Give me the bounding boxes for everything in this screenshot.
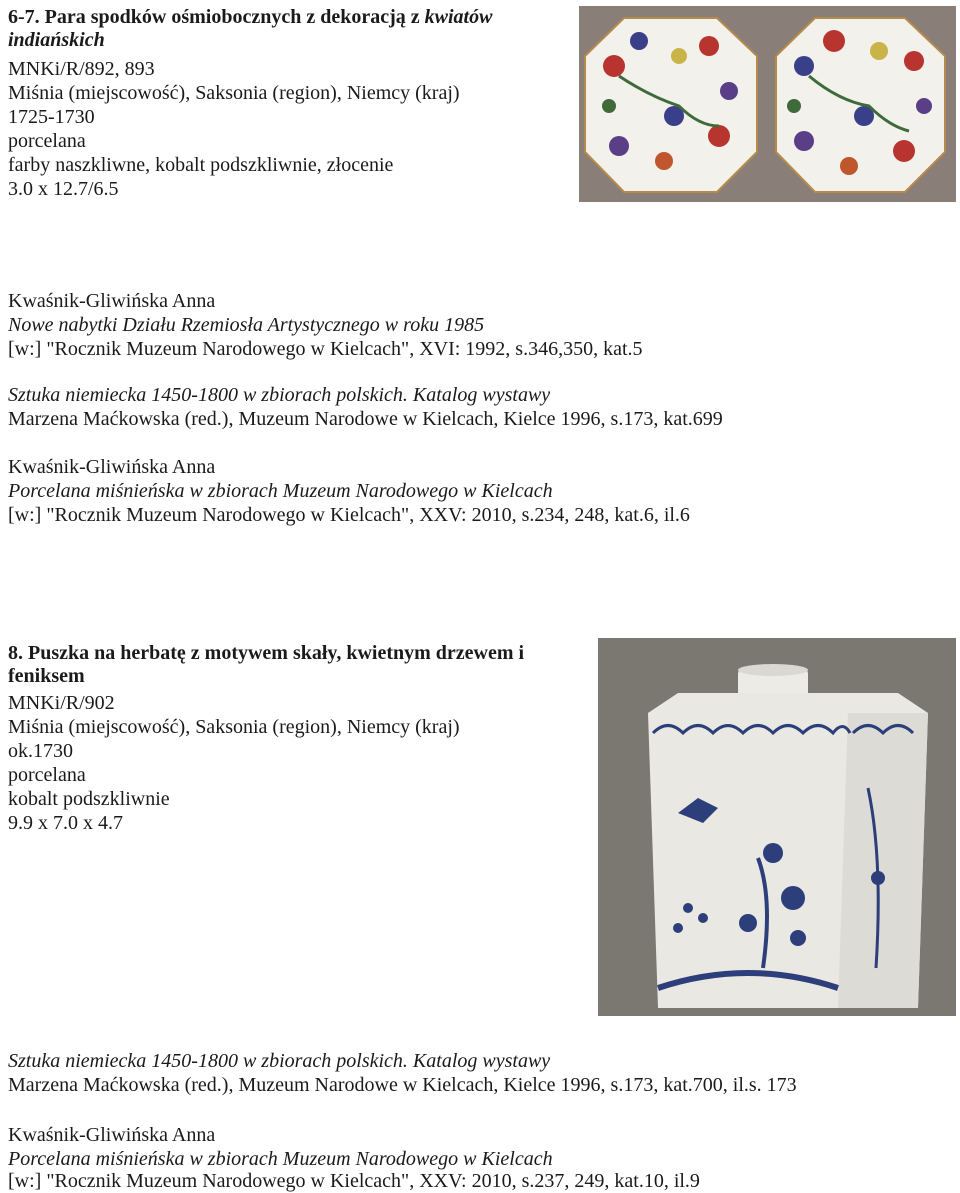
- entry-1-inventory: MNKi/R/892, 893: [8, 58, 155, 80]
- entry-1-material: porcelana: [8, 130, 86, 152]
- entry-1-heading-italic-2: indiańskich: [8, 29, 105, 51]
- biblio-1-3-source: [w:] "Rocznik Muzeum Narodowego w Kielcach", XXV: 2010, s.234, 248, kat.6, il.6: [8, 504, 690, 526]
- entry-2-heading: [8, 642, 593, 688]
- entry-1-date: 1725-1730: [8, 106, 95, 128]
- entry-2-dimensions: 9.9 x 7.0 x 4.7: [8, 812, 123, 834]
- entry-2-origin: Miśnia (miejscowość), Saksonia (region), Niemcy (kraj): [8, 716, 460, 738]
- entry-1-dimensions: 3.0 x 12.7/6.5: [8, 178, 119, 200]
- entry-2-date: ok.1730: [8, 740, 73, 762]
- entry-2-heading-line-1: 8. Puszka na herbatę z motywem skały, kwietnym drzewem i: [8, 642, 525, 664]
- entry-2-heading-line-2: feniksem: [8, 665, 85, 687]
- entry-2-inventory: MNKi/R/902: [8, 692, 115, 714]
- biblio-1-2-source: Marzena Maćkowska (red.), Muzeum Narodowe w Kielcach, Kielce 1996, s.173, kat.699: [8, 408, 723, 430]
- entry-1-origin: Miśnia (miejscowość), Saksonia (region), Niemcy (kraj): [8, 82, 460, 104]
- biblio-1-3-title: Porcelana miśnieńska w zbiorach Muzeum Narodowego w Kielcach: [8, 480, 553, 502]
- biblio-1-2-title: Sztuka niemiecka 1450-1800 w zbiorach polskich. Katalog wystawy: [8, 384, 551, 406]
- biblio-2-2-title: Porcelana miśnieńska w zbiorach Muzeum Narodowego w Kielcach: [8, 1148, 553, 1170]
- biblio-2-2-author: Kwaśnik-Gliwińska Anna: [8, 1124, 216, 1146]
- biblio-1-3-author: Kwaśnik-Gliwińska Anna: [8, 456, 216, 478]
- tea-caddy-photo: [598, 638, 956, 1016]
- biblio-2-1-source: Marzena Maćkowska (red.), Muzeum Narodowe w Kielcach, Kielce 1996, s.173, kat.700, il.s. 173: [8, 1074, 797, 1096]
- entry-2-technique: kobalt podszkliwnie: [8, 788, 170, 810]
- biblio-1-1-author: Kwaśnik-Gliwińska Anna: [8, 290, 216, 312]
- entry-2-material: porcelana: [8, 764, 86, 786]
- biblio-1-1-title: Nowe nabytki Działu Rzemiosła Artystycznego w roku 1985: [8, 314, 485, 336]
- entry-1-heading-text: 6-7. Para spodków ośmiobocznych z dekoracją z: [8, 6, 425, 28]
- biblio-1-1-source: [w:] "Rocznik Muzeum Narodowego w Kielcach", XVI: 1992, s.346,350, kat.5: [8, 338, 643, 360]
- octagonal-saucers-photo: [579, 6, 956, 202]
- biblio-2-1-title: Sztuka niemiecka 1450-1800 w zbiorach polskich. Katalog wystawy: [8, 1050, 551, 1072]
- entry-1-technique: farby naszkliwne, kobalt podszkliwnie, złocenie: [8, 154, 394, 176]
- entry-1-heading-italic-1: kwiatów: [424, 6, 493, 28]
- biblio-2-2-source: [w:] "Rocznik Muzeum Narodowego w Kielcach", XXV: 2010, s.237, 249, kat.10, il.9: [8, 1170, 700, 1192]
- entry-1-heading: [8, 6, 568, 52]
